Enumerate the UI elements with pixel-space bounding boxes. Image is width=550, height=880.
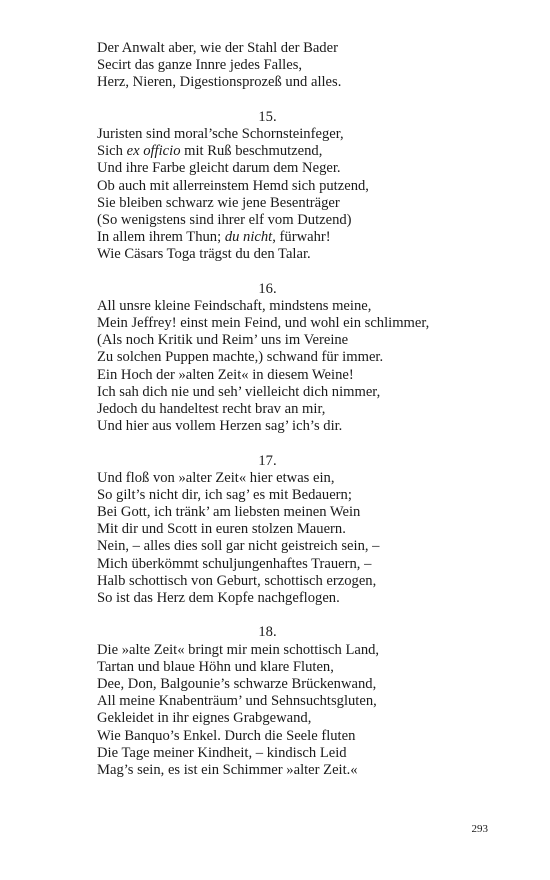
verse-line [97, 504, 517, 521]
verse-line [97, 349, 517, 366]
verse-line [97, 332, 517, 349]
verse-line [97, 487, 517, 504]
verse-line [97, 573, 517, 590]
verse-text: Ein Hoch der »alten Zeit« in diesem Weine! [97, 366, 354, 383]
verse-text: Und ihre Farbe gleicht darum dem Neger. [97, 160, 341, 177]
verse-line [97, 246, 517, 263]
verse-text: Bei Gott, ich tränk’ am liebsten meinen Wein [97, 504, 361, 521]
verse-text: In allem ihrem Thun; [97, 229, 225, 246]
verse-text: So ist das Herz dem Kopfe nachgeflogen. [97, 590, 340, 606]
verse-text: So gilt’s nicht dir, ich sag’ es mit Bedauern; [97, 486, 352, 503]
verse-text: (So wenigstens sind ihrer elf vom Dutzend) [97, 211, 352, 228]
verse-text: Wie Banquo’s Enkel. Durch die Seele fluten [97, 727, 356, 744]
verse-text: Und floß von »alter Zeit« hier etwas ein, [97, 469, 335, 486]
verse-line [97, 195, 517, 212]
verse-line [97, 762, 517, 779]
verse-line [97, 401, 517, 418]
verse-line: Der Anwalt aber, wie der Stahl der Bader [97, 40, 338, 56]
verse-text: Nein, – alles dies soll gar nicht geistreich sein, – [97, 538, 380, 555]
poem-text [97, 40, 517, 779]
verse-text: Zu solchen Puppen machte,) schwand für immer. [97, 349, 384, 366]
verse-text: Jedoch du handeltest recht brav an mir, [97, 400, 326, 417]
page-number: 293 [471, 823, 488, 835]
verse-line [97, 229, 517, 246]
verse-line: Secirt das ganze Innre jedes Falles, [97, 57, 303, 74]
verse-line [97, 556, 517, 573]
verse-line [97, 143, 517, 160]
stanza-number: 15. [258, 108, 277, 125]
verse-text: Und hier aus vollem Herzen sag’ ich’s dir. [97, 418, 343, 435]
verse-line [97, 384, 517, 401]
opening-lines [97, 40, 517, 92]
verse-text: Wie Cäsars Toga trägst du den Talar. [97, 246, 311, 263]
verse-line [97, 693, 517, 710]
verse-line [97, 212, 517, 229]
verse-line: Herz, Nieren, Digestionsprozeß und alles. [97, 74, 342, 91]
verse-text: Gekleidet in ihr eignes Grabgewand, [97, 710, 312, 727]
verse-text: Halb schottisch von Geburt, schottisch erzogen, [97, 572, 377, 589]
verse-line [97, 178, 517, 195]
verse-text: All unsre kleine Feindschaft, mindstens meine, [97, 297, 372, 314]
verse-line [97, 642, 517, 659]
verse-line [97, 470, 517, 487]
verse-line [97, 745, 517, 762]
italic-phrase: du nicht [224, 229, 273, 246]
verse-line [97, 521, 517, 538]
verse-text: Die »alte Zeit« bringt mir mein schottisch Land, [97, 641, 380, 658]
verse-line [97, 126, 517, 143]
stanza-number: 16. [258, 280, 277, 297]
verse-text: Dee, Don, Balgounie’s schwarze Brückenwand, [97, 675, 377, 692]
italic-phrase: ex officio [126, 143, 181, 160]
verse-text: mit Ruß beschmutzend, [180, 143, 323, 160]
verse-text: Ich sah dich nie und seh’ vielleicht dich nimmer, [97, 383, 381, 400]
verse-text: Mich überkömmt schuljungenhaftes Trauern, – [97, 555, 372, 572]
verse-line [97, 367, 517, 384]
verse-text: Mag’s sein, es ist ein Schimmer »alter Zeit.« [97, 761, 358, 778]
verse-text: Tartan und blaue Höhn und klare Fluten, [97, 658, 334, 675]
verse-text: Juristen sind moral’sche Schornsteinfeger, [97, 125, 344, 142]
verse-text: Die Tage meiner Kindheit, – kindisch Leid [97, 744, 347, 761]
verse-line [97, 538, 517, 555]
stanza [97, 453, 517, 608]
verse-text: Sich [97, 143, 127, 160]
verse-text: (Als noch Kritik und Reim’ uns im Vereine [97, 332, 349, 349]
verse-text: Mein Jeffrey! einst mein Feind, und wohl ein schlimmer, [97, 315, 430, 331]
verse-line [97, 710, 517, 727]
verse-text: All meine Knabenträum’ und Sehnsuchtsgluten, [97, 693, 377, 710]
stanza-number: 18. [258, 624, 277, 641]
verse-line [97, 659, 517, 676]
stanza-number: 17. [258, 452, 277, 469]
stanza [97, 624, 517, 779]
verse-text: Mit dir und Scott in euren stolzen Mauern. [97, 521, 346, 538]
verse-line [97, 418, 517, 435]
verse-line [97, 728, 517, 745]
verse-text: Sie bleiben schwarz wie jene Besenträger [97, 194, 340, 211]
stanza [97, 109, 517, 264]
verse-line [97, 676, 517, 693]
verse-text: , fürwahr! [272, 229, 331, 246]
verse-line [97, 298, 517, 315]
stanza [97, 281, 517, 436]
verse-text: Ob auch mit allerreinstem Hemd sich putzend, [97, 177, 369, 194]
stanza-list [97, 109, 517, 779]
verse-line [97, 315, 517, 332]
verse-line [97, 160, 517, 177]
verse-line [97, 590, 517, 607]
